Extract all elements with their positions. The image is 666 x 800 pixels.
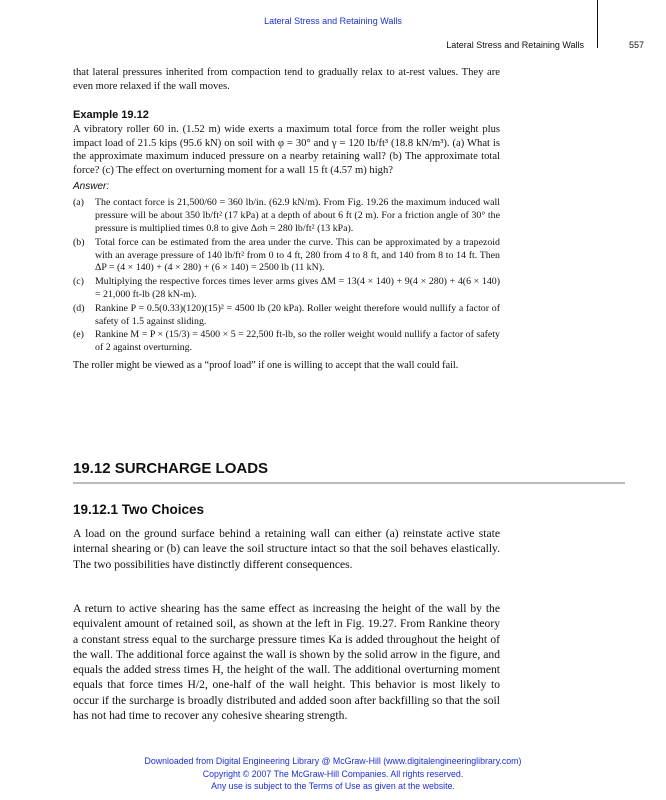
footer-terms-line: Any use is subject to the Terms of Use as given at the website. bbox=[211, 781, 455, 791]
example-closing: The roller might be viewed as a “proof load” if one is willing to accept that the wall could fail. bbox=[73, 359, 459, 371]
example-box bbox=[73, 109, 500, 373]
subsection-heading: 19.12.1 Two Choices bbox=[73, 502, 205, 517]
body-paragraph: A load on the ground surface behind a retaining wall can either (a) reinstate active state internal shearing or (b) can leave the soil structure intact so that the soil behaves elastically. The two possibilities have distinctly different consequences. bbox=[73, 527, 500, 571]
footer bbox=[0, 755, 666, 793]
answer-marker: (e) bbox=[73, 329, 84, 341]
running-head-rule bbox=[597, 0, 598, 48]
section-heading: 19.12 SURCHARGE LOADS bbox=[73, 460, 269, 477]
answer-item bbox=[73, 197, 500, 235]
answer-marker: (d) bbox=[73, 302, 85, 314]
answer-item bbox=[73, 303, 500, 329]
answer-marker: (c) bbox=[73, 276, 84, 288]
example-title: Example 19.12 bbox=[73, 109, 149, 121]
intro-text: that lateral pressures inherited from compaction tend to gradually relax to at-rest values. They are even more relaxed if the wall moves. bbox=[73, 67, 500, 92]
example-statement: A vibratory roller 60 in. (1.52 m) wide exerts a maximum total force from the roller weight plus impact load of 21.5 kips (95.6 kN) on soil with φ = 30° and γ = 120 lb/ft³ (18.8 kN/m³). (a) What is the approximate maximum induced pressure on a nearby retaining wall? (b) The approximate total force? (c) The effect on overturning moment for a wall 15 ft (4.57 m) high? bbox=[73, 124, 500, 176]
answer-marker: (b) bbox=[73, 236, 85, 248]
answer-marker: (a) bbox=[73, 197, 84, 209]
answer-list bbox=[73, 197, 500, 355]
answer-item bbox=[73, 276, 500, 302]
subsection-paragraph-1 bbox=[73, 526, 500, 572]
intro-paragraph bbox=[73, 66, 500, 93]
answer-item bbox=[73, 237, 500, 275]
answer-item bbox=[73, 329, 500, 355]
subsection-paragraph-2 bbox=[73, 601, 500, 723]
answer-text: Rankine M = P × (15/3) = 4500 × 5 = 22,500 ft-lb, so the roller weight would nullify a factor of safety of 2 against overturning. bbox=[95, 329, 500, 354]
body-paragraph: A return to active shearing has the same effect as increasing the height of the wall by the equivalent amount of retained soil, as shown at the left in Fig. 19.27. From Rankine theory a constant stress equal to the surcharge pressure times Ka is added throughout the height of the wall. The additional force against the wall is shown by the solid arrow in the figure, and equals the added stress times H, the height of the wall. The additional overturning moment equals that force times H/2, one-half of the wall height. This behavior is most likely to occur if the surcharge is broadly distributed and added soon after backfilling so that the soil has not had time to recover any cohesive shearing strength. bbox=[73, 602, 500, 723]
answer-label: Answer: bbox=[73, 181, 110, 193]
footer-download-line: Downloaded from Digital Engineering Library @ McGraw-Hill (www.digitalengineeringlibrary.com) bbox=[144, 756, 522, 766]
section-rule bbox=[73, 482, 625, 484]
answer-text: Multiplying the respective forces times lever arms gives ΔM = 13(4 × 140) + 9(4 × 280) + 4(6 × 140) = 21,000 ft-lb (28 kN-m). bbox=[95, 276, 500, 300]
watermark-chapter-title: Lateral Stress and Retaining Walls bbox=[264, 16, 402, 26]
answer-text: Total force can be estimated from the area under the curve. This can be approximated by a trapezoid with an average pressure of 140 lb/ft² from 0 to 4 ft, 280 from 4 to 8 ft, and 140 from 8 to 14 ft. Then ΔP = (4 × 140) + (4 × 280) + (6 × 140) = 2500 lb (11 kN). bbox=[95, 236, 500, 274]
page-number: 557 bbox=[628, 40, 644, 50]
running-head-title: Lateral Stress and Retaining Walls bbox=[446, 40, 584, 50]
answer-text: Rankine P = 0.5(0.33)(120)(15)² = 4500 lb (20 kPa). Roller weight therefore would nullify a factor of safety of 1.5 against sliding. bbox=[95, 302, 500, 327]
answer-text: The contact force is 21,500/60 = 360 lb/in. (62.9 kN/m). From Fig. 19.26 the maximum induced wall pressure will be about 350 lb/ft² (17 kPa) at a depth of about 6 ft (2 m). For a friction angle of 30° the pressure is multiplied times 0.8 to give Δσh = 280 lb/ft² (13 kPa). bbox=[95, 197, 500, 234]
footer-copyright-line: Copyright © 2007 The McGraw-Hill Companies. All rights reserved. bbox=[202, 768, 464, 779]
